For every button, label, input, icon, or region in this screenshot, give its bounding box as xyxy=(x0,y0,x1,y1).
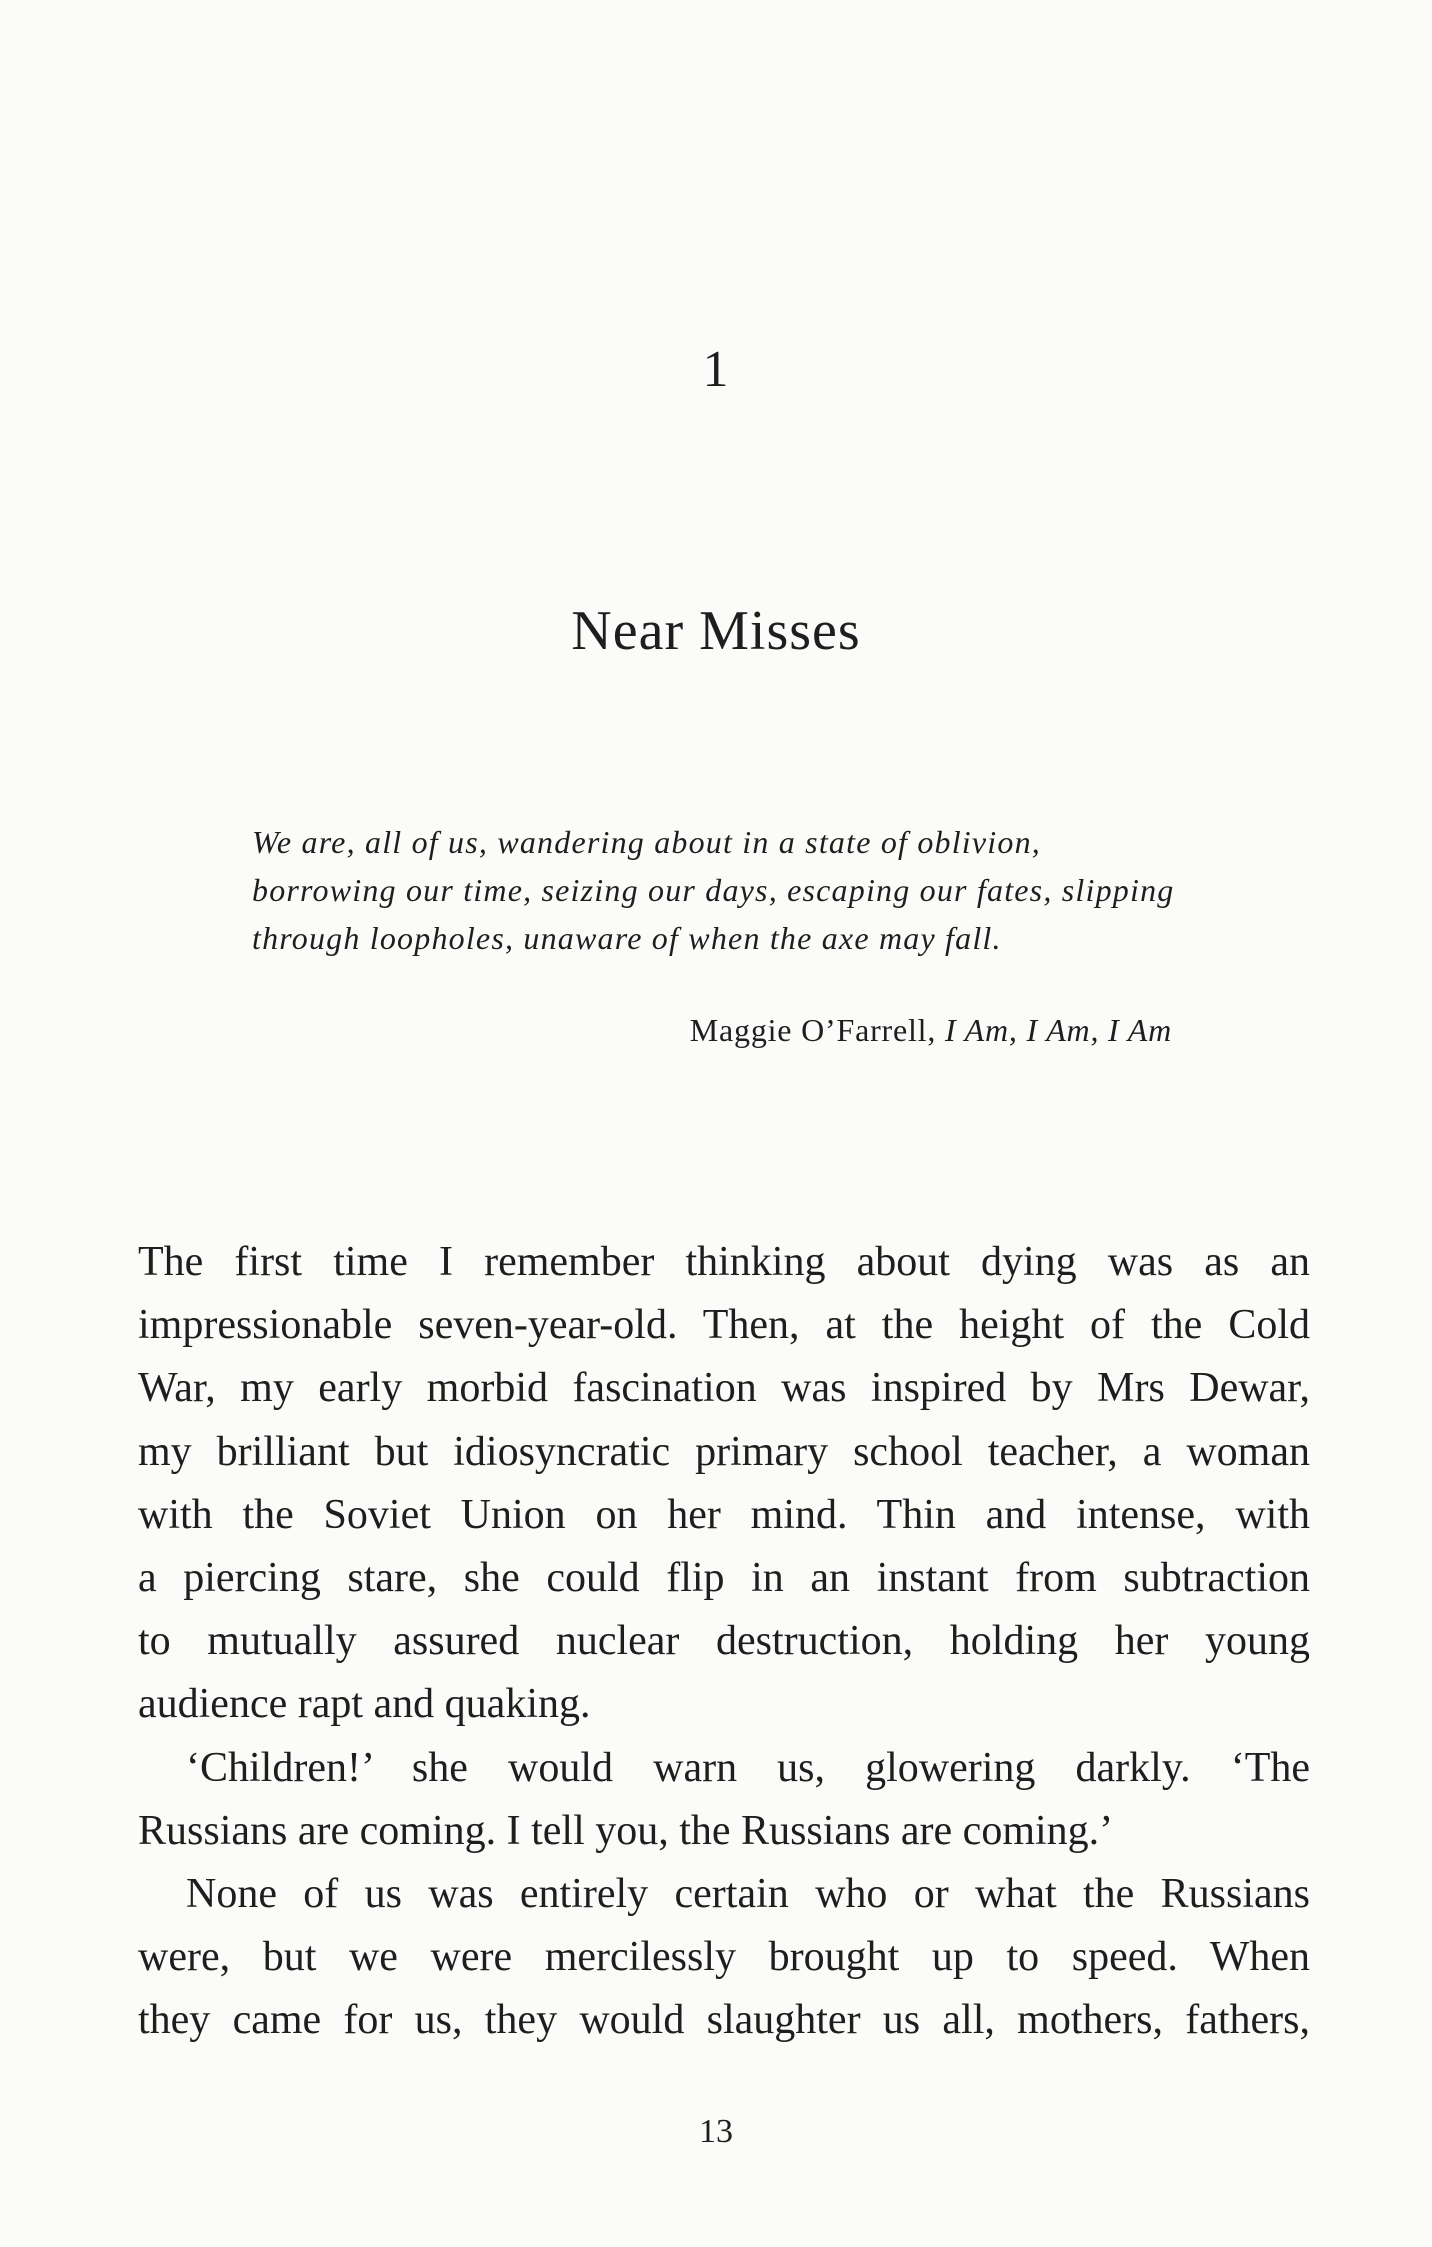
chapter-title: Near Misses xyxy=(571,600,861,662)
text-line: they came for us, they would slaughter us all, mothers, fathers, xyxy=(138,1997,1310,2044)
text-line: audience rapt and quaking. xyxy=(138,1681,591,1728)
epigraph-line: through loopholes, unaware of when the axe may fall. xyxy=(252,920,1002,956)
page-number: 13 xyxy=(699,2113,733,2150)
text-line: ‘Children!’ she would warn us, glowering darkly. ‘The xyxy=(186,1744,1310,1791)
body-text xyxy=(138,1231,1310,2053)
text-line: my brilliant but idiosyncratic primary school teacher, a woman xyxy=(138,1428,1310,1475)
text-line: None of us was entirely certain who or what the Russians xyxy=(186,1871,1310,1918)
epigraph-author: Maggie O’Farrell, xyxy=(689,1012,945,1048)
chapter-number: 1 xyxy=(702,341,730,398)
text-line: to mutually assured nuclear destruction, holding her young xyxy=(138,1618,1310,1665)
paragraph xyxy=(138,1737,1310,1863)
text-line: with the Soviet Union on her mind. Thin and intense, with xyxy=(138,1491,1310,1538)
text-line: War, my early morbid fascination was inspired by Mrs Dewar, xyxy=(138,1365,1310,1412)
epigraph-attribution xyxy=(690,1006,1172,1054)
text-line: a piercing stare, she could flip in an instant from subtraction xyxy=(138,1555,1310,1602)
text-line: were, but we were mercilessly brought up to speed. When xyxy=(138,1934,1310,1981)
text-line: impressionable seven-year-old. Then, at the height of the Cold xyxy=(138,1302,1310,1349)
epigraph-line: We are, all of us, wandering about in a state of oblivion, xyxy=(252,824,1041,860)
paragraph xyxy=(138,1863,1310,2053)
epigraph-line: borrowing our time, seizing our days, escaping our fates, slipping xyxy=(252,872,1175,908)
text-line: Russians are coming. I tell you, the Russians are coming.’ xyxy=(138,1807,1114,1854)
paragraph xyxy=(138,1231,1310,1737)
text-line: The first time I remember thinking about dying was as an xyxy=(138,1239,1310,1285)
epigraph-work-title: I Am, I Am, I Am xyxy=(944,1012,1172,1048)
epigraph xyxy=(252,818,1175,962)
